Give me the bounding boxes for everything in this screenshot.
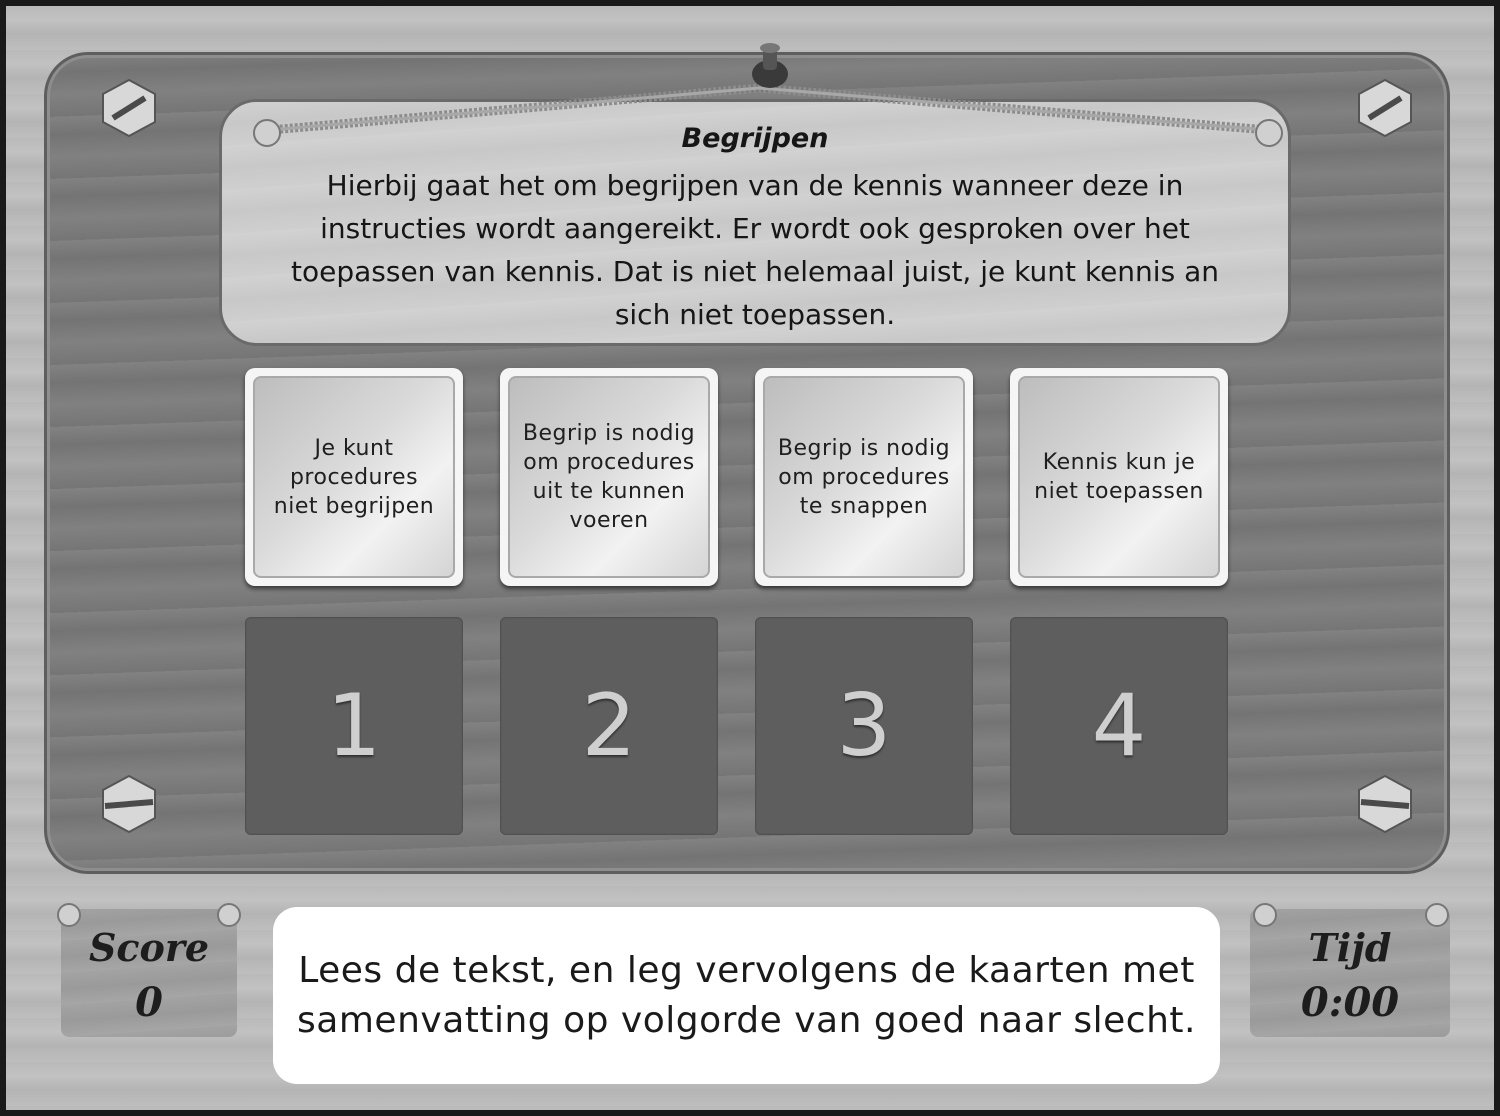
- bottom-left-screw-icon: [99, 774, 159, 834]
- summary-card-label: Begrip is nodig om procedures uit te kunnen voeren: [522, 421, 696, 533]
- summary-card-face: [508, 376, 710, 578]
- push-pin-icon: [748, 42, 792, 94]
- summary-card-face: [253, 376, 455, 578]
- summary-card-1[interactable]: [245, 368, 463, 586]
- summary-card-label: Je kunt procedures niet begrijpen: [273, 435, 435, 519]
- summary-card-face: [1018, 376, 1220, 578]
- timer-label: Tijd: [1308, 925, 1392, 970]
- slot-number: 3: [836, 676, 892, 776]
- summary-card-4[interactable]: [1010, 368, 1228, 586]
- info-title: Begrijpen: [681, 123, 829, 154]
- slot-number: 1: [326, 676, 382, 776]
- score-label: Score: [88, 925, 210, 970]
- info-text: Hierbij gaat het om begrijpen van de kennis wanneer deze in instructies wordt aangereikt. Er wordt ook gesproken over het toepassen van kennis. Dat is niet helemaal juist, je kunt kennis an sich niet toepassen.: [291, 169, 1219, 331]
- timer-panel: [1250, 909, 1450, 1037]
- score-value: 0: [135, 979, 163, 1026]
- top-left-screw-icon: [99, 78, 159, 138]
- score-panel: [61, 909, 237, 1037]
- slot-number: 4: [1091, 676, 1147, 776]
- summary-card-2[interactable]: [500, 368, 718, 586]
- score-nail-left-icon: [56, 902, 82, 928]
- top-right-screw-icon: [1355, 78, 1415, 138]
- summary-card-3[interactable]: [755, 368, 973, 586]
- slot-number: 2: [581, 676, 637, 776]
- summary-card-label: Kennis kun je niet toepassen: [1034, 450, 1204, 504]
- timer-value: 0:00: [1300, 979, 1400, 1026]
- score-nail-right-icon: [216, 902, 242, 928]
- rope-nail-left-icon: [252, 118, 282, 148]
- bottom-right-screw-icon: [1355, 774, 1415, 834]
- drop-slot-1[interactable]: [245, 617, 463, 835]
- drop-slot-2[interactable]: [500, 617, 718, 835]
- drop-slot-3[interactable]: [755, 617, 973, 835]
- summary-card-label: Begrip is nodig om procedures te snappen: [777, 435, 951, 519]
- summary-card-face: [763, 376, 965, 578]
- timer-nail-right-icon: [1424, 902, 1450, 928]
- drop-slot-4[interactable]: [1010, 617, 1228, 835]
- rope-nail-right-icon: [1254, 118, 1284, 148]
- game-frame: [6, 6, 1494, 1110]
- timer-nail-left-icon: [1252, 902, 1278, 928]
- instruction-panel: [273, 907, 1220, 1084]
- instruction-text: Lees de tekst, en leg vervolgens de kaarten met samenvatting op volgorde van goed naar slecht.: [297, 949, 1196, 1041]
- info-card: [219, 99, 1291, 346]
